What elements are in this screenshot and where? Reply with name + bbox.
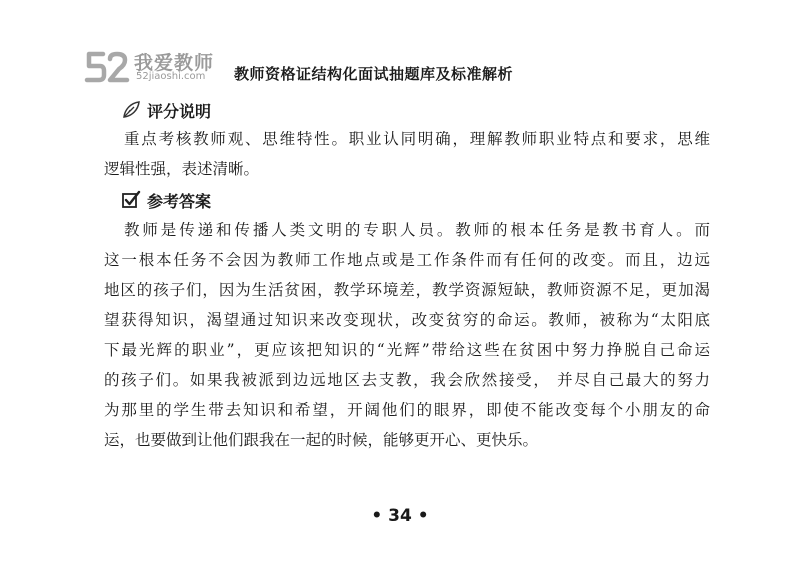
logo-name: 我爱教师 [134,52,215,74]
scoring-heading-label: 评分说明 [147,101,212,121]
logo-url: 52jiaoshi.com [136,71,206,82]
page-number: • 34 • [371,506,429,526]
answer-heading-label: 参考答案 [147,191,212,211]
leaf-pen-icon [121,100,141,120]
52-logo-icon [84,50,130,84]
answer-line: 的孩子们。如果我被派到边远地区去支教，我会欣然接受， 并尽自己最大的努力 [104,371,710,389]
answer-line: 为那里的学生带去知识和希望，开阔他们的眼界，即使不能改变每个小朋友的命 [104,401,710,419]
answer-line: 望获得知识，渴望通过知识来改变现状，改变贫穷的命运。教师，被称为“太阳底 [104,311,710,329]
scoring-heading [121,98,211,122]
answer-line: 教师是传递和传播人类文明的专职人员。教师的根本任务是教书育人。而 [124,221,710,239]
answer-line: 下最光辉的职业”，更应该把知识的“光辉”带给这些在贫困中努力挣脱自己命运 [104,341,710,359]
page-header [84,48,704,88]
checkbox-checked-icon [121,190,141,210]
answer-heading [121,188,211,212]
book-title: 教师资格证结构化面试抽题库及标准解析 [234,65,514,83]
scoring-line: 逻辑性强，表述清晰。 [104,160,260,178]
scoring-line: 重点考核教师观、思维特性。职业认同明确，理解教师职业特点和要求，思维 [124,130,710,148]
answer-line: 地区的孩子们，因为生活贫困，教学环境差，教学资源短缺，教师资源不足，更加渴 [104,281,710,299]
answer-line: 运，也要做到让他们跟我在一起的时候，能够更开心、更快乐。 [104,431,539,449]
answer-line: 这一根本任务不会因为教师工作地点或是工作条件而有任何的改变。而且，边远 [104,251,710,269]
site-logo [84,48,224,86]
